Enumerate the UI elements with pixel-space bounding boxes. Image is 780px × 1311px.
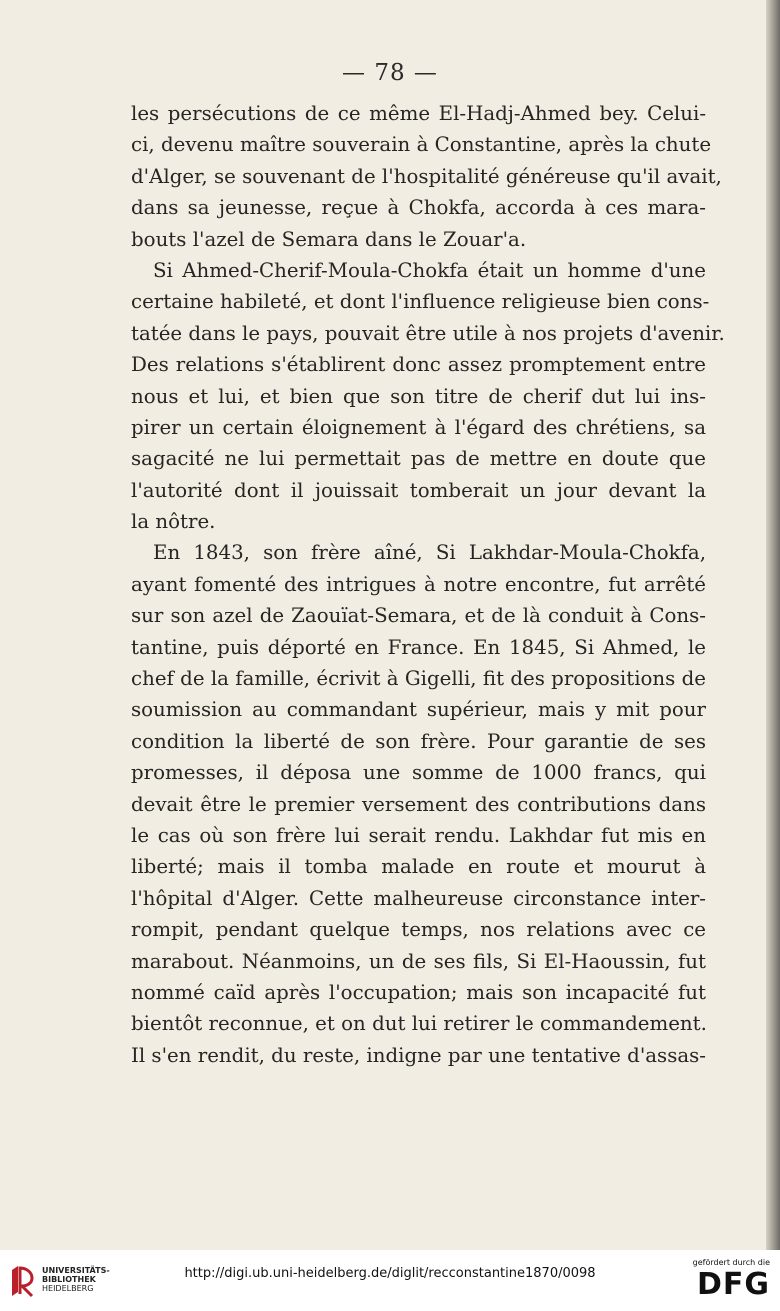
text-line: devait être le premier versement des contributions dans xyxy=(131,792,706,816)
text-line: bouts l'azel de Semara dans le Zouar'a. xyxy=(131,227,527,251)
text-line: l'hôpital d'Alger. Cette malheureuse circonstance inter- xyxy=(131,886,706,910)
text-line: ci, devenu maître souverain à Constantine, après la chute xyxy=(131,133,712,157)
text-line: d'Alger, se souvenant de l'hospitalité généreuse qu'il avait, xyxy=(131,164,722,188)
funded-by-label: gefördert durch die xyxy=(692,1258,770,1267)
text-line: liberté; mais il tomba malade en route et mourut à xyxy=(131,855,706,879)
text-line: sur son azel de Zaouïat-Semara, et de là conduit à Cons- xyxy=(131,604,706,628)
body-text xyxy=(131,98,725,1071)
text-line: En 1843, son frère aîné, Si Lakhdar-Moula-Chokfa, xyxy=(153,541,706,565)
library-name-line: UNIVERSITÄTS- xyxy=(42,1266,110,1275)
text-line: la nôtre. xyxy=(131,510,216,534)
dfg-logo: DFG xyxy=(696,1267,770,1302)
text-line: pirer un certain éloignement à l'égard des chrétiens, sa xyxy=(131,415,706,439)
text-line: condition la liberté de son frère. Pour garantie de ses xyxy=(131,729,706,753)
text-line: nous et lui, et bien que son titre de cherif dut lui ins- xyxy=(131,384,706,408)
viewer-footer xyxy=(0,1250,780,1311)
text-line: promesses, il déposa une somme de 1000 francs, qui xyxy=(131,761,706,785)
text-line: rompit, pendant quelque temps, nos relations avec ce xyxy=(131,918,706,942)
text-line: l'autorité dont il jouissait tomberait un jour devant la xyxy=(131,478,706,502)
text-line: le cas où son frère lui serait rendu. Lakhdar fut mis en xyxy=(131,823,706,847)
text-line: les persécutions de ce même El-Hadj-Ahmed bey. Celui- xyxy=(131,102,706,125)
text-line: soumission au commandant supérieur, mais y mit pour xyxy=(131,698,706,722)
library-name-line: BIBLIOTHEK xyxy=(42,1275,96,1284)
text-line: tatée dans le pays, pouvait être utile à nos projets d'avenir. xyxy=(131,321,725,345)
text-line: chef de la famille, écrivit à Gigelli, fit des propositions de xyxy=(131,667,706,691)
text-line: Des relations s'établirent donc assez promptement entre xyxy=(131,353,706,377)
text-line: ayant fomenté des intrigues à notre encontre, fut arrêté xyxy=(131,572,706,596)
page-number: — 78 — xyxy=(342,60,438,86)
text-line: marabout. Néanmoins, un de ses fils, Si El-Haoussin, fut xyxy=(131,949,706,973)
page-edge-shadow xyxy=(766,0,780,1250)
funder-credit xyxy=(693,1258,770,1301)
text-line: Il s'en rendit, du reste, indigne par une tentative d'assas- xyxy=(131,1043,706,1067)
text-line: Si Ahmed-Cherif-Moula-Chokfa était un homme d'une xyxy=(153,258,706,282)
text-line: sagacité ne lui permettait pas de mettre en doute que xyxy=(131,447,706,471)
source-url[interactable]: http://digi.ub.uni-heidelberg.de/diglit/recconstantine1870/0098 xyxy=(184,1266,596,1281)
text-line: certaine habileté, et dont l'influence religieuse bien cons- xyxy=(131,290,710,314)
library-name-line: HEIDELBERG xyxy=(42,1284,94,1293)
text-line: tantine, puis déporté en France. En 1845, Si Ahmed, le xyxy=(131,635,706,659)
text-line: bientôt reconnue, et on dut lui retirer le commandement. xyxy=(131,1012,707,1036)
text-line: nommé caïd après l'occupation; mais son incapacité fut xyxy=(131,980,706,1004)
text-line: dans sa jeunesse, reçue à Chokfa, accorda à ces mara- xyxy=(131,196,706,220)
